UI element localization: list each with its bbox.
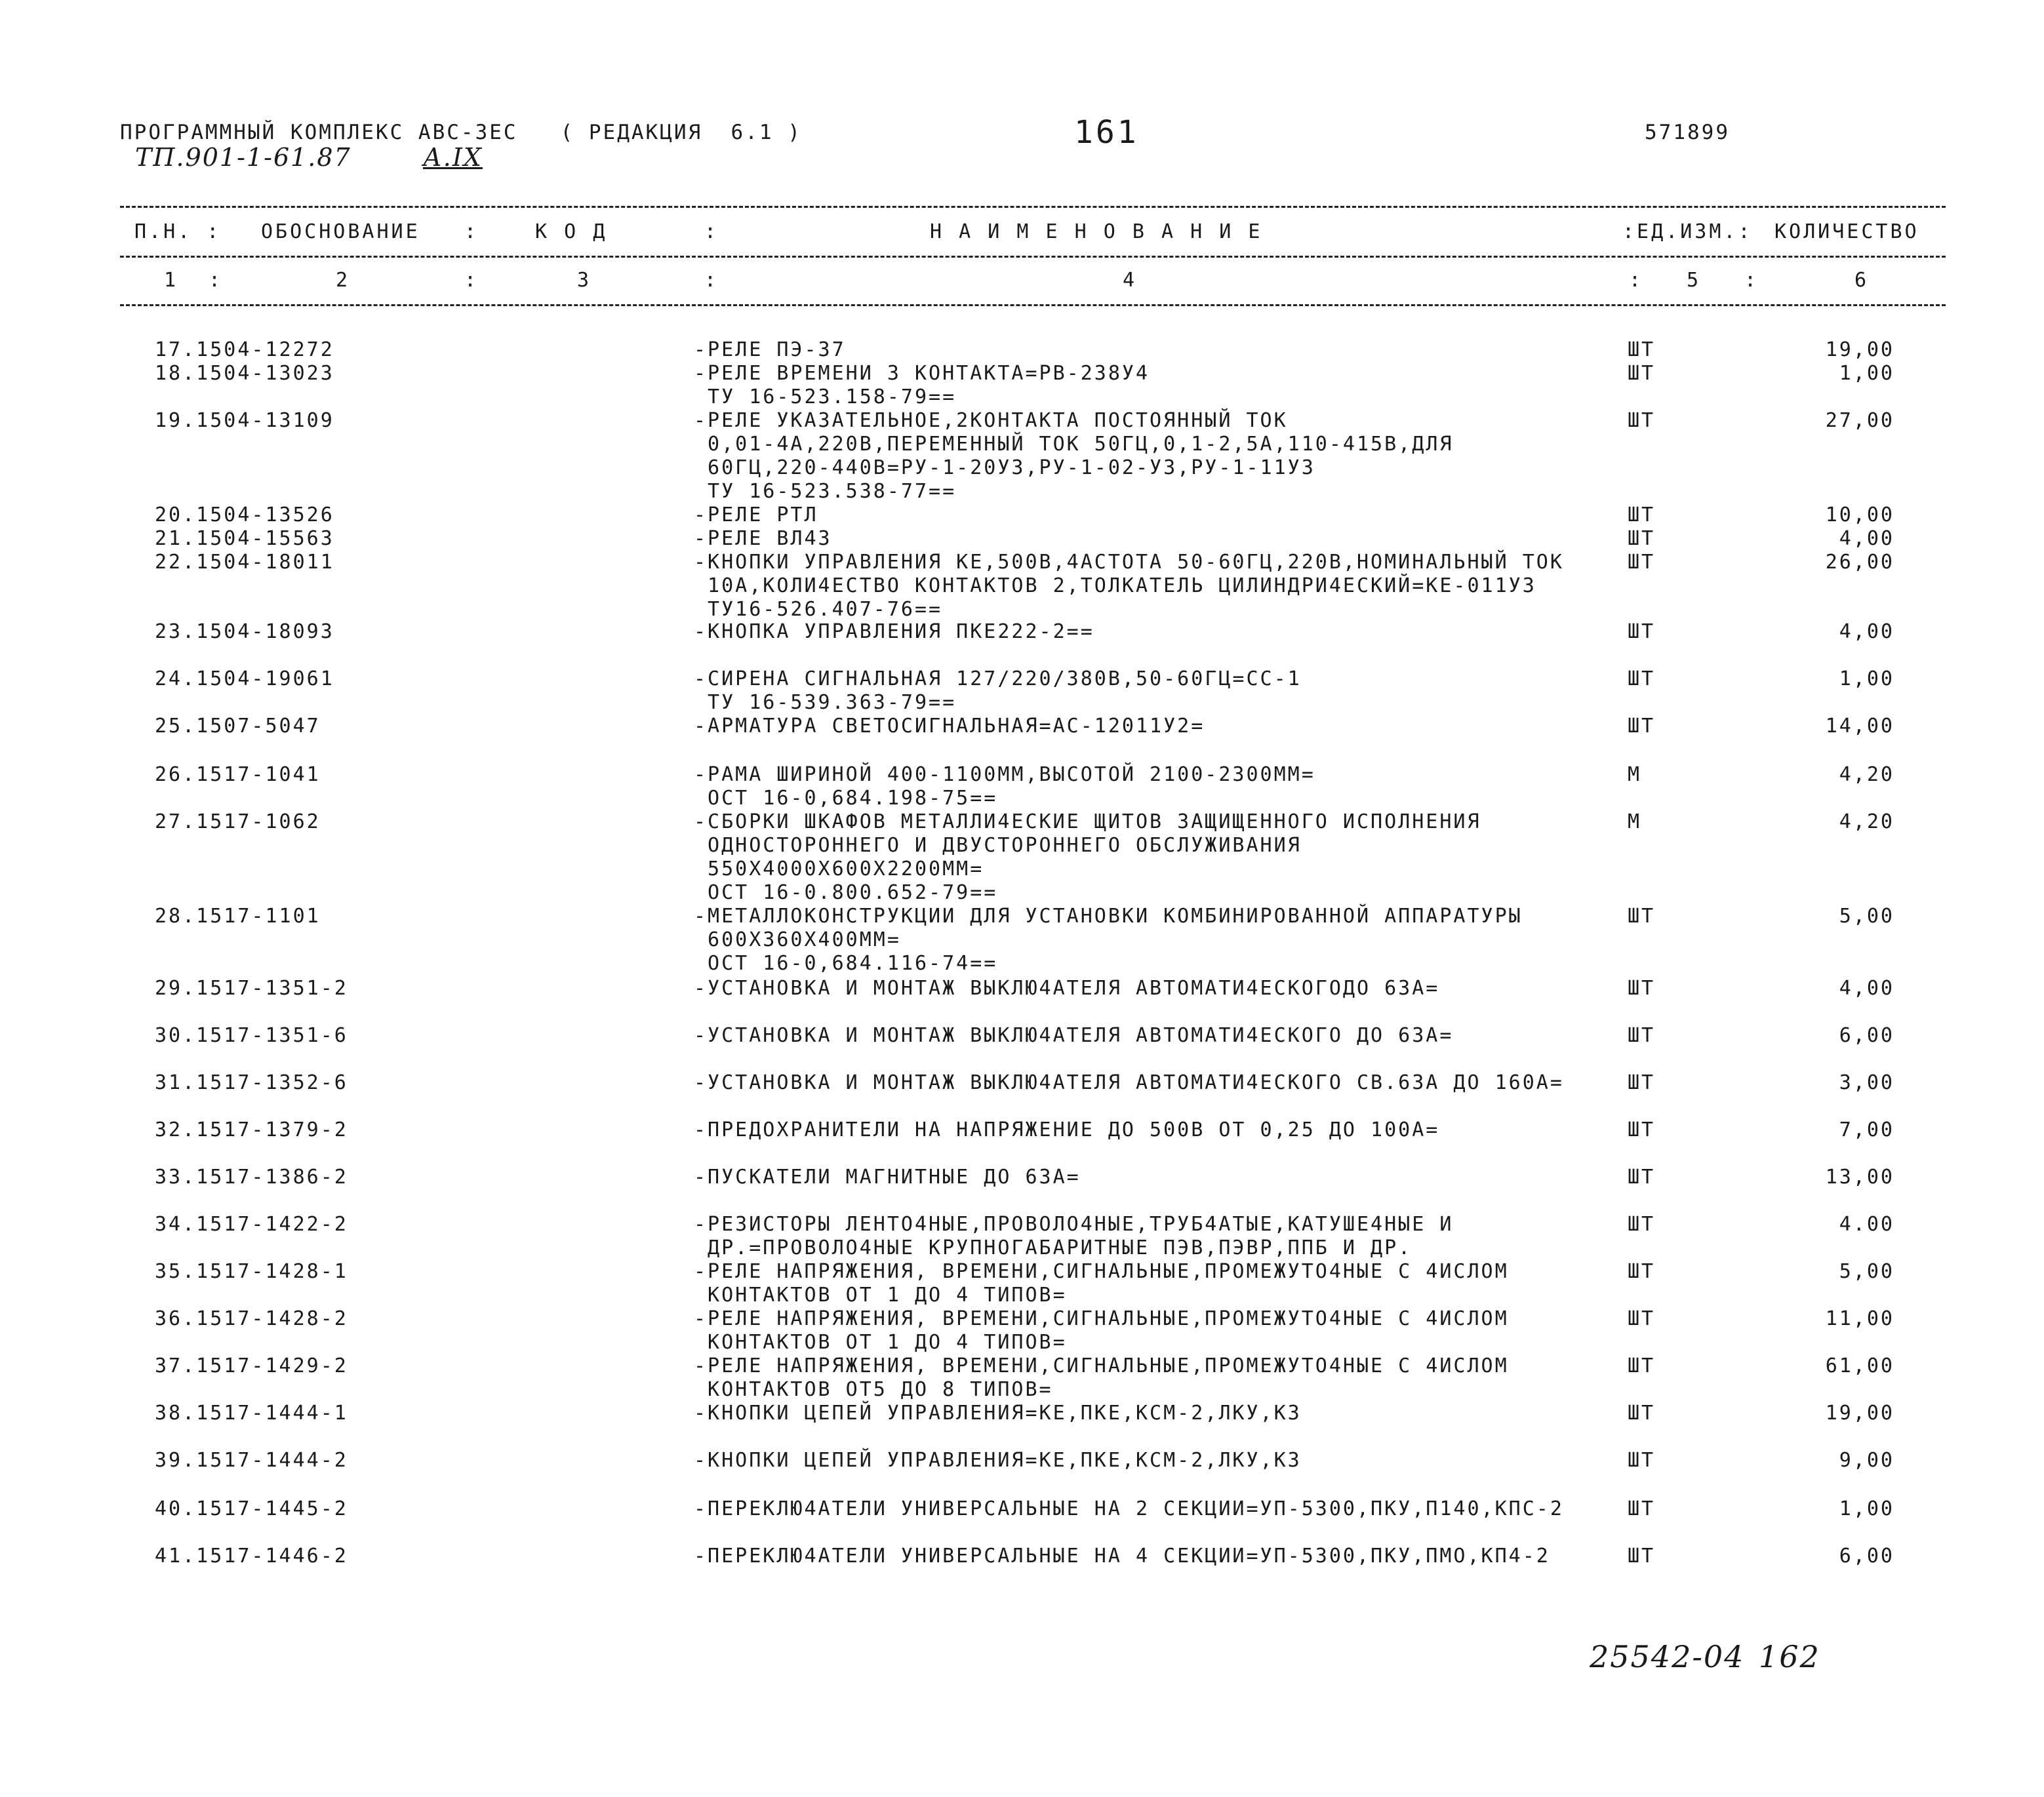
handwritten-reference: ТП.901-1-61.87 bbox=[135, 143, 351, 172]
row-unit: ШТ bbox=[1628, 527, 1656, 550]
row-quantity: 61,00 bbox=[1825, 1354, 1894, 1377]
row-position-number: 32.1517-1379-2 bbox=[155, 1118, 348, 1141]
row-unit: ШТ bbox=[1628, 905, 1656, 928]
row-position-number: 23.1504-18093 bbox=[155, 620, 334, 643]
row-quantity: 5,00 bbox=[1839, 905, 1894, 928]
row-unit: ШТ bbox=[1628, 1497, 1656, 1520]
row-quantity: 11,00 bbox=[1825, 1307, 1894, 1330]
col-number-sep: : bbox=[209, 269, 224, 292]
row-quantity: 6,00 bbox=[1839, 1024, 1894, 1047]
col-number-sep: : bbox=[1744, 269, 1759, 292]
row-item-name-line: -РЕЛЕ ВЛ43 bbox=[694, 527, 832, 550]
row-item-name bbox=[694, 763, 1315, 810]
col-number-6: 6 bbox=[1854, 269, 1870, 292]
row-item-name-line: КОНТАКТОВ ОТ5 ДО 8 ТИПОВ= bbox=[694, 1378, 1053, 1401]
row-item-name bbox=[694, 1118, 1439, 1142]
row-position-number: 17.1504-12272 bbox=[155, 338, 334, 361]
row-item-name bbox=[694, 1166, 1081, 1189]
row-unit: ШТ bbox=[1628, 667, 1656, 690]
row-unit: ШТ bbox=[1628, 362, 1656, 385]
row-item-name bbox=[694, 715, 1205, 738]
row-quantity: 14,00 bbox=[1825, 715, 1894, 738]
row-quantity: 1,00 bbox=[1839, 1497, 1894, 1520]
row-quantity: 7,00 bbox=[1839, 1118, 1894, 1141]
row-position-number: 37.1517-1429-2 bbox=[155, 1354, 348, 1377]
row-item-name bbox=[694, 409, 1453, 504]
row-unit: ШТ bbox=[1628, 620, 1656, 643]
row-item-name bbox=[694, 977, 1439, 1000]
col-header-name: Н А И М Е Н О В А Н И Е bbox=[930, 220, 1263, 243]
row-position-number: 26.1517-1041 bbox=[155, 763, 321, 786]
col-header-code: К О Д bbox=[535, 220, 608, 243]
row-position-number: 22.1504-18011 bbox=[155, 551, 334, 574]
row-item-name bbox=[694, 1213, 1453, 1260]
col-header-sep-1: : bbox=[464, 220, 479, 243]
row-quantity: 19,00 bbox=[1825, 1402, 1894, 1425]
row-item-name-line: -РЕЛЕ НАПРЯЖЕНИЯ, ВРЕМЕНИ,СИГНАЛЬНЫЕ,ПРОМЕЖУТО4НЫЕ С 4ИСЛОМ bbox=[694, 1354, 1509, 1377]
row-item-name-line: -ПЕРЕКЛЮ4АТЕЛИ УНИВЕРСАЛЬНЫЕ НА 2 СЕКЦИИ=УП-5300,ПКУ,П140,КПС-2 bbox=[694, 1497, 1564, 1520]
row-unit: ШТ bbox=[1628, 1402, 1656, 1425]
row-quantity: 19,00 bbox=[1825, 338, 1894, 361]
handwritten-footer-code: 25542-04 bbox=[1590, 1639, 1745, 1674]
row-position-number: 31.1517-1352-6 bbox=[155, 1071, 348, 1094]
row-unit: ШТ bbox=[1628, 1118, 1656, 1141]
row-unit: М bbox=[1628, 763, 1642, 786]
page-number: 161 bbox=[1074, 114, 1139, 151]
row-quantity: 4,00 bbox=[1839, 527, 1894, 550]
row-quantity: 1,00 bbox=[1839, 667, 1894, 690]
row-item-name-line: -КНОПКИ ЦЕПЕЙ УПРАВЛЕНИЯ=КЕ,ПКЕ,КСМ-2,ЛКУ,КЗ bbox=[694, 1449, 1302, 1472]
row-position-number: 30.1517-1351-6 bbox=[155, 1024, 348, 1047]
row-item-name-line: ОСТ 16-0,684.198-75== bbox=[694, 787, 998, 810]
row-item-name bbox=[694, 338, 846, 362]
row-unit: М bbox=[1628, 810, 1642, 833]
row-position-number: 24.1504-19061 bbox=[155, 667, 334, 690]
row-unit: ШТ bbox=[1628, 1545, 1656, 1568]
row-item-name-line: ОСТ 16-0.800.652-79== bbox=[694, 881, 998, 904]
row-position-number: 27.1517-1062 bbox=[155, 810, 321, 833]
row-unit: ШТ bbox=[1628, 1307, 1656, 1330]
row-item-name-line: -КНОПКА УПРАВЛЕНИЯ ПКЕ222-2== bbox=[694, 620, 1094, 643]
row-item-name bbox=[694, 1497, 1564, 1521]
row-item-name-line: КОНТАКТОВ ОТ 1 ДО 4 ТИПОВ= bbox=[694, 1284, 1067, 1307]
row-item-name bbox=[694, 1024, 1453, 1048]
row-unit: ШТ bbox=[1628, 409, 1656, 432]
program-title: ПРОГРАММНЫЙ КОМПЛЕКС АВС-3ЕС ( РЕДАКЦИЯ 6.1 ) bbox=[120, 121, 802, 144]
row-item-name-line: -УСТАНОВКА И МОНТАЖ ВЫКЛЮ4АТЕЛЯ АВТОМАТИ4ЕСКОГОДО 63А= bbox=[694, 977, 1440, 1000]
row-position-number: 25.1507-5047 bbox=[155, 715, 321, 738]
row-item-name-line: ТУ 16-523.538-77== bbox=[694, 480, 957, 503]
header-rule-bottom bbox=[120, 304, 1946, 306]
row-position-number: 20.1504-13526 bbox=[155, 504, 334, 526]
row-item-name-line: -РЕЛЕ ПЭ-37 bbox=[694, 338, 846, 361]
row-item-name-line: -РЕЛЕ УКАЗАТЕЛЬНОЕ,2КОНТАКТА ПОСТОЯННЫЙ ТОК bbox=[694, 409, 1288, 432]
row-unit: ШТ bbox=[1628, 1260, 1656, 1283]
row-position-number: 29.1517-1351-2 bbox=[155, 977, 348, 1000]
row-item-name-line: 0,01-4А,220В,ПЕРЕМЕННЫЙ ТОК 50ГЦ,0,1-2,5А,110-415В,ДЛЯ bbox=[694, 433, 1454, 456]
row-item-name-line: -КНОПКИ УПРАВЛЕНИЯ КЕ,500В,4АСТОТА 50-60ГЦ,220В,НОМИНАЛЬНЫЙ ТОК bbox=[694, 551, 1564, 574]
row-item-name bbox=[694, 1402, 1302, 1425]
row-quantity: 26,00 bbox=[1825, 551, 1894, 574]
row-quantity: 13,00 bbox=[1825, 1166, 1894, 1189]
row-item-name-line: КОНТАКТОВ ОТ 1 ДО 4 ТИПОВ= bbox=[694, 1331, 1067, 1354]
row-unit: ШТ bbox=[1628, 715, 1656, 738]
row-item-name bbox=[694, 905, 1523, 976]
row-item-name bbox=[694, 504, 818, 527]
header-rule-top bbox=[120, 206, 1946, 208]
row-item-name-line: 10А,КОЛИ4ЕСТВО КОНТАКТОВ 2,ТОЛКАТЕЛЬ ЦИЛИНДРИ4ЕСКИЙ=КЕ-011У3 bbox=[694, 574, 1536, 597]
row-position-number: 28.1517-1101 bbox=[155, 905, 321, 928]
row-quantity: 4,00 bbox=[1839, 977, 1894, 1000]
row-item-name bbox=[694, 810, 1481, 905]
col-number-sep: : bbox=[704, 269, 719, 292]
row-item-name-line: -ПРЕДОХРАНИТЕЛИ НА НАПРЯЖЕНИЕ ДО 500В ОТ 0,25 ДО 100А= bbox=[694, 1118, 1440, 1141]
row-item-name bbox=[694, 1260, 1509, 1307]
col-header-unit: :ЕД.ИЗМ.: bbox=[1622, 220, 1753, 243]
row-position-number: 36.1517-1428-2 bbox=[155, 1307, 348, 1330]
row-item-name bbox=[694, 1071, 1564, 1095]
row-item-name bbox=[694, 527, 832, 551]
row-unit: ШТ bbox=[1628, 551, 1656, 574]
row-position-number: 21.1504-15563 bbox=[155, 527, 334, 550]
row-item-name-line: ТУ16-526.407-76== bbox=[694, 598, 943, 621]
row-quantity: 10,00 bbox=[1825, 504, 1894, 526]
row-item-name bbox=[694, 362, 1150, 409]
handwritten-album: А.IX bbox=[423, 143, 483, 172]
row-quantity: 4,00 bbox=[1839, 620, 1894, 643]
row-unit: ШТ bbox=[1628, 1166, 1656, 1189]
row-item-name-line: -СИРЕНА СИГНАЛЬНАЯ 127/220/380В,50-60ГЦ=СС-1 bbox=[694, 667, 1302, 690]
row-item-name-line: -УСТАНОВКА И МОНТАЖ ВЫКЛЮ4АТЕЛЯ АВТОМАТИ4ЕСКОГО ДО 63А= bbox=[694, 1024, 1454, 1047]
row-item-name-line: ОСТ 16-0,684.116-74== bbox=[694, 952, 998, 975]
row-quantity: 3,00 bbox=[1839, 1071, 1894, 1094]
row-item-name-line: -СБОРКИ ШКАФОВ МЕТАЛЛИ4ЕСКИЕ ЩИТОВ ЗАЩИЩЕННОГО ИСПОЛНЕНИЯ bbox=[694, 810, 1481, 833]
row-unit: ШТ bbox=[1628, 1449, 1656, 1472]
col-number-5: 5 bbox=[1687, 269, 1702, 292]
row-item-name bbox=[694, 1307, 1509, 1354]
row-item-name bbox=[694, 1449, 1302, 1472]
row-item-name-line: -РЕЛЕ ВРЕМЕНИ 3 КОНТАКТА=РВ-238У4 bbox=[694, 362, 1150, 385]
row-unit: ШТ bbox=[1628, 1354, 1656, 1377]
row-quantity: 6,00 bbox=[1839, 1545, 1894, 1568]
row-position-number: 34.1517-1422-2 bbox=[155, 1213, 348, 1236]
row-item-name-line: -КНОПКИ ЦЕПЕЙ УПРАВЛЕНИЯ=КЕ,ПКЕ,КСМ-2,ЛКУ,КЗ bbox=[694, 1402, 1302, 1425]
row-item-name-line: -ПУСКАТЕЛИ МАГНИТНЫЕ ДО 63А= bbox=[694, 1166, 1081, 1189]
col-header-qty: КОЛИЧЕСТВО bbox=[1774, 220, 1919, 243]
row-position-number: 35.1517-1428-1 bbox=[155, 1260, 348, 1283]
row-item-name-line: -РЕЛЕ НАПРЯЖЕНИЯ, ВРЕМЕНИ,СИГНАЛЬНЫЕ,ПРОМЕЖУТО4НЫЕ С 4ИСЛОМ bbox=[694, 1307, 1509, 1330]
row-item-name-line: ТУ 16-539.363-79== bbox=[694, 691, 957, 714]
row-item-name-line: -МЕТАЛЛОКОНСТРУКЦИИ ДЛЯ УСТАНОВКИ КОМБИНИРОВАННОЙ АППАРАТУРЫ bbox=[694, 905, 1523, 928]
row-unit: ШТ bbox=[1628, 504, 1656, 526]
row-item-name-line: -ПЕРЕКЛЮ4АТЕЛИ УНИВЕРСАЛЬНЫЕ НА 4 СЕКЦИИ=УП-5300,ПКУ,ПМО,КП4-2 bbox=[694, 1545, 1550, 1568]
col-header-basis: ОБОСНОВАНИЕ bbox=[261, 220, 420, 243]
row-unit: ШТ bbox=[1628, 338, 1656, 361]
row-item-name bbox=[694, 620, 1094, 644]
row-item-name-line: -РЕЛЕ НАПРЯЖЕНИЯ, ВРЕМЕНИ,СИГНАЛЬНЫЕ,ПРОМЕЖУТО4НЫЕ С 4ИСЛОМ bbox=[694, 1260, 1509, 1283]
row-item-name-line: ТУ 16-523.158-79== bbox=[694, 385, 957, 408]
document-code: 571899 bbox=[1645, 121, 1730, 144]
row-position-number: 41.1517-1446-2 bbox=[155, 1545, 348, 1568]
col-number-4: 4 bbox=[1123, 269, 1138, 292]
col-number-2: 2 bbox=[336, 269, 351, 292]
row-quantity: 1,00 bbox=[1839, 362, 1894, 385]
row-quantity: 4,20 bbox=[1839, 810, 1894, 833]
col-header-pn: П.Н. : bbox=[134, 220, 222, 243]
row-item-name-line: 600Х360Х400ММ= bbox=[694, 928, 901, 951]
row-item-name-line: ДР.=ПРОВОЛО4НЫЕ КРУПНОГАБАРИТНЫЕ ПЭВ,ПЭВР,ППБ И ДР. bbox=[694, 1236, 1413, 1259]
row-quantity: 9,00 bbox=[1839, 1449, 1894, 1472]
col-number-sep: : bbox=[464, 269, 479, 292]
row-item-name bbox=[694, 551, 1564, 622]
row-position-number: 19.1504-13109 bbox=[155, 409, 334, 432]
row-item-name bbox=[694, 667, 1302, 715]
row-quantity: 4,20 bbox=[1839, 763, 1894, 786]
row-item-name-line: ОДНОСТОРОННЕГО И ДВУСТОРОННЕГО ОБСЛУЖИВАНИЯ bbox=[694, 834, 1302, 857]
row-position-number: 38.1517-1444-1 bbox=[155, 1402, 348, 1425]
row-item-name-line: -УСТАНОВКА И МОНТАЖ ВЫКЛЮ4АТЕЛЯ АВТОМАТИ4ЕСКОГО СВ.63А ДО 160А= bbox=[694, 1071, 1564, 1094]
row-item-name-line: -РЕЗИСТОРЫ ЛЕНТО4НЫЕ,ПРОВОЛО4НЫЕ,ТРУБ4АТЫЕ,КАТУШЕ4НЫЕ И bbox=[694, 1213, 1454, 1236]
header-rule-middle bbox=[120, 256, 1946, 258]
row-item-name-line: 60ГЦ,220-440В=РУ-1-20У3,РУ-1-02-У3,РУ-1-11У3 bbox=[694, 456, 1315, 479]
col-number-1: 1 bbox=[164, 269, 179, 292]
row-position-number: 18.1504-13023 bbox=[155, 362, 334, 385]
row-item-name-line: 550Х4000Х600Х2200ММ= bbox=[694, 858, 984, 880]
row-unit: ШТ bbox=[1628, 1213, 1656, 1236]
row-item-name-line: -РЕЛЕ РТЛ bbox=[694, 504, 818, 526]
row-item-name-line: -РАМА ШИРИНОЙ 400-1100ММ,ВЫСОТОЙ 2100-2300ММ= bbox=[694, 763, 1315, 786]
handwritten-footer-page: 162 bbox=[1759, 1639, 1820, 1674]
row-position-number: 39.1517-1444-2 bbox=[155, 1449, 348, 1472]
col-header-sep-2: : bbox=[704, 220, 719, 243]
row-item-name-line: -АРМАТУРА СВЕТОСИГНАЛЬНАЯ=АС-12011У2= bbox=[694, 715, 1205, 738]
row-item-name bbox=[694, 1354, 1509, 1402]
row-unit: ШТ bbox=[1628, 1071, 1656, 1094]
row-quantity: 4.00 bbox=[1839, 1213, 1894, 1236]
row-unit: ШТ bbox=[1628, 1024, 1656, 1047]
row-position-number: 40.1517-1445-2 bbox=[155, 1497, 348, 1520]
row-quantity: 5,00 bbox=[1839, 1260, 1894, 1283]
row-position-number: 33.1517-1386-2 bbox=[155, 1166, 348, 1189]
row-unit: ШТ bbox=[1628, 977, 1656, 1000]
col-number-sep: : bbox=[1629, 269, 1644, 292]
row-item-name bbox=[694, 1545, 1550, 1568]
row-quantity: 27,00 bbox=[1825, 409, 1894, 432]
col-number-3: 3 bbox=[577, 269, 592, 292]
